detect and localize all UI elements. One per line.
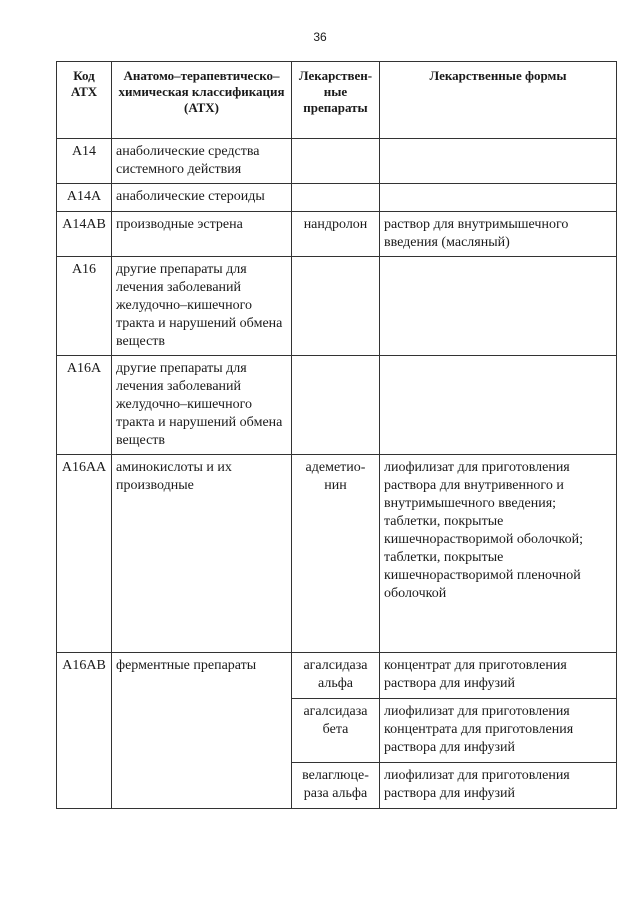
code-cell: A16AB xyxy=(57,653,112,809)
code-cell: A16A xyxy=(57,356,112,455)
drug-cell xyxy=(292,184,380,212)
classification-cell: анаболические средства системного действия xyxy=(112,139,292,184)
code-cell: A14 xyxy=(57,139,112,184)
classification-cell: ферментные препараты xyxy=(112,653,292,809)
classification-cell: производные эстрена xyxy=(112,212,292,257)
table-row xyxy=(57,212,617,257)
classification-cell: аминокислоты и их производные xyxy=(112,455,292,653)
drug-cell: нандролон xyxy=(292,212,380,257)
drug-cell: велаглюце-раза альфа xyxy=(292,763,380,809)
form-cell: лиофилизат для приготовления концентрата для приготовления раствора для инфузий xyxy=(380,699,617,763)
form-cell xyxy=(380,356,617,455)
drug-cell: агалсидаза бета xyxy=(292,699,380,763)
code-cell: A14A xyxy=(57,184,112,212)
table-row xyxy=(57,455,617,653)
form-cell: лиофилизат для приготовления раствора для инфузий xyxy=(380,763,617,809)
header-classification: Анатомо–терапевтическо–химическая классификация (АТХ) xyxy=(112,62,292,139)
form-cell xyxy=(380,257,617,356)
code-cell: A16AA xyxy=(57,455,112,653)
form-cell xyxy=(380,139,617,184)
classification-cell: анаболические стероиды xyxy=(112,184,292,212)
table-header-row xyxy=(57,62,617,139)
table-row xyxy=(57,139,617,184)
code-cell: A16 xyxy=(57,257,112,356)
table-row xyxy=(57,184,617,212)
classification-cell: другие препараты для лечения заболеваний желудочно–кишечного тракта и нарушений обмена веществ xyxy=(112,356,292,455)
header-forms: Лекарственные формы xyxy=(380,62,617,139)
header-drugs: Лекарствен-ные препараты xyxy=(292,62,380,139)
table-row xyxy=(57,257,617,356)
form-cell: лиофилизат для приготовления раствора для внутривенного и внутримышечного введения; таблетки, покрытые кишечнорастворимой оболочкой; таблетки, покрытые кишечнорастворимой пленочной оболочкой xyxy=(380,455,617,653)
page-number: 36 xyxy=(313,30,327,44)
classification-cell: другие препараты для лечения заболеваний желудочно–кишечного тракта и нарушений обмена веществ xyxy=(112,257,292,356)
drug-cell xyxy=(292,139,380,184)
table-row xyxy=(57,356,617,455)
form-cell: концентрат для приготовления раствора для инфузий xyxy=(380,653,617,699)
header-code: Код АТХ xyxy=(57,62,112,139)
form-cell: раствор для внутримышечного введения (масляный) xyxy=(380,212,617,257)
atx-table xyxy=(56,61,617,809)
code-cell: A14AB xyxy=(57,212,112,257)
table-row xyxy=(57,653,617,699)
form-cell xyxy=(380,184,617,212)
drug-cell xyxy=(292,356,380,455)
drug-cell xyxy=(292,257,380,356)
drug-cell: агалсидаза альфа xyxy=(292,653,380,699)
drug-cell: адеметио-нин xyxy=(292,455,380,653)
